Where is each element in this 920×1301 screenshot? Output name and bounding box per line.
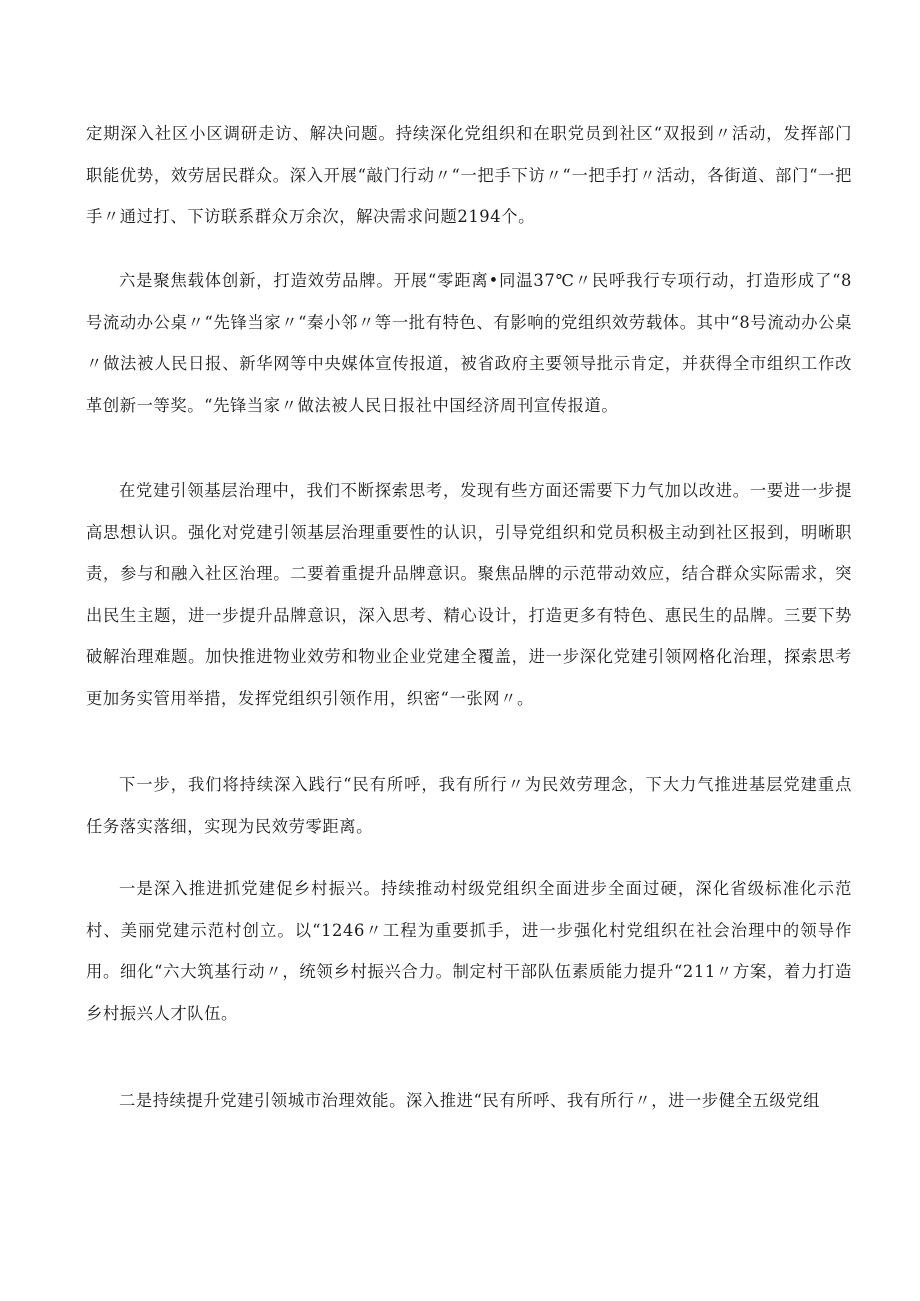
paragraph-1: 定期深入社区小区调研走访、解决问题。持续深化党组织和在职党员到社区“双报到〃活动，发挥部门职能优势，效劳居民群众。深入开展“敲门行动〃“一把手下访〃“一把手打〃活动，各街道、部门“一把手〃通过打、下访联系群众万余次，解决需求问题2194个。 xyxy=(86,124,852,226)
paragraph-2: 六是聚焦载体创新，打造效劳品牌。开展“零距离•同温37℃〃民呼我行专项行动，打造形成了“8号流动办公桌〃“先锋当家〃“秦小邻〃等一批有特色、有影响的党组织效劳载体。其中“8号流动办公桌〃做法被人民日报、新华网等中央媒体宣传报道，被省政府主要领导批示肯定，并获得全市组织工作改革创新一等奖。“先锋当家〃做法被人民日报社中国经济周刊宣传报道。 xyxy=(86,271,852,415)
paragraph-6: 二是持续提升党建引领城市治理效能。深入推进“民有所呼、我有所行〃，进一步健全五级党组 xyxy=(119,1091,821,1110)
paragraph-4: 下一步，我们将持续深入践行“民有所呼，我有所行〃为民效劳理念，下大力气推进基层党建重点任务落实落细，实现为民效劳零距离。 xyxy=(86,775,852,836)
paragraph-5: 一是深入推进抓党建促乡村振兴。持续推动村级党组织全面进步全面过硬，深化省级标准化示范村、美丽党建示范村创立。以“1246〃工程为重要抓手，进一步强化村党组织在社会治理中的领导作用。细化“六大筑基行动〃，统领乡村振兴合力。制定村干部队伍素质能力提升“211〃方案，着力打造乡村振兴人才队伍。 xyxy=(86,879,852,1023)
paragraph-3: 在党建引领基层治理中，我们不断探索思考，发现有些方面还需要下力气加以改进。一要进一步提高思想认识。强化对党建引领基层治理重要性的认识，引导党组织和党员积极主动到社区报到，明晰职责，参与和融入社区治理。二要着重提升品牌意识。聚焦品牌的示范带动效应，结合群众实际需求，突出民生主题，进一步提升品牌意识，深入思考、精心设计，打造更多有特色、惠民生的品牌。三要下势破解治理难题。加快推进物业效劳和物业企业党建全覆盖，进一步深化党建引领网格化治理，探索思考更加务实管用举措，发挥党组织引领作用，织密“一张网〃。 xyxy=(86,481,852,708)
